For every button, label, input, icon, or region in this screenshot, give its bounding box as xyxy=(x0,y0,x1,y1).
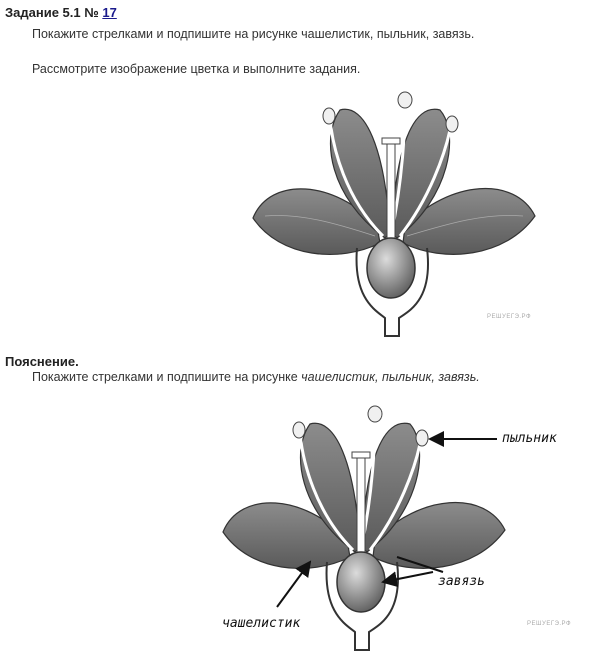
label-ovary: завязь xyxy=(438,574,485,589)
watermark-2: РЕШУЕГЭ.РФ xyxy=(527,621,572,627)
task-number-link[interactable]: 17 xyxy=(102,5,117,20)
explanation-text-italic: чашелистик, пыльник, завязь. xyxy=(301,370,480,384)
task-title-prefix: Задание 5.1 № xyxy=(5,5,103,20)
task-instruction: Покажите стрелками и подпишите на рисунке чашелистик, пыльник, завязь. xyxy=(32,27,475,41)
explanation-text-plain: Покажите стрелками и подпишите на рисунке xyxy=(32,370,302,384)
label-anther: пыльник xyxy=(502,431,557,446)
task-prompt: Рассмотрите изображение цветка и выполните задания. xyxy=(32,62,361,76)
ovary-arrow xyxy=(383,572,433,582)
flower-diagram xyxy=(245,88,545,338)
task-title xyxy=(5,5,117,20)
watermark: РЕШУЕГЭ.РФ xyxy=(487,314,532,320)
label-sepal: чашелистик xyxy=(222,616,301,631)
explanation-text xyxy=(32,370,480,384)
explanation-title: Пояснение. xyxy=(5,354,79,369)
